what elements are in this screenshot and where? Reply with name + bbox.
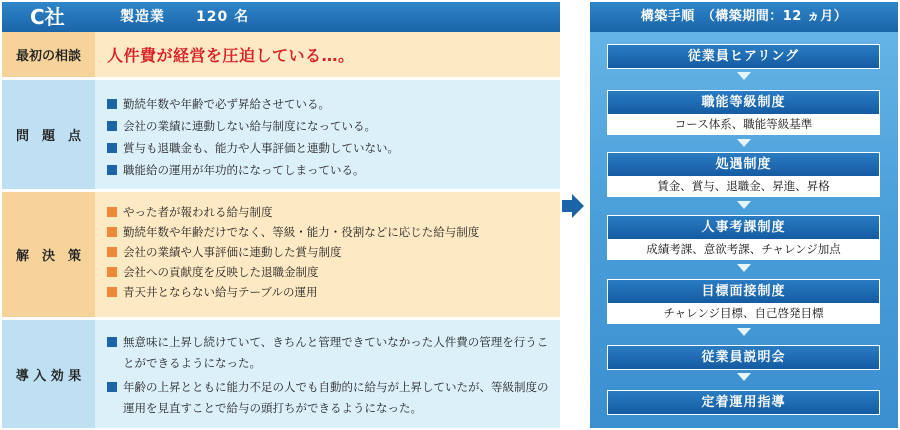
down-arrow-icon [734, 72, 754, 80]
list-item: 会社の業績や人事評価に連動した賞与制度 [107, 244, 552, 260]
solutions-row [2, 192, 560, 317]
down-arrow-icon [734, 328, 754, 336]
square-bullet-icon [107, 247, 117, 257]
step-detail: 賃金、賞与、退職金、昇進、昇格 [607, 177, 880, 197]
procedure-panel [590, 2, 898, 428]
list-item: 青天井とならない給与テーブルの運用 [107, 284, 552, 300]
problems-row [2, 80, 560, 189]
first-consult-text: 人件費が経営を圧迫している…。 [107, 46, 355, 65]
step-title: 従業員ヒアリング [607, 44, 880, 69]
effects-label: 導 入 効 果 [2, 320, 95, 428]
square-bullet-icon [107, 99, 117, 109]
company-name: C社 [30, 5, 65, 29]
step-title: 人事考課制度 [607, 215, 880, 240]
down-arrow-icon [734, 264, 754, 272]
step-detail: チャレンジ目標、自己啓発目標 [607, 304, 880, 324]
step-treatment-system [607, 152, 880, 197]
list-item: 勤続年数や年齢で必ず昇給させている。 [107, 96, 552, 112]
step-title: 職能等級制度 [607, 90, 880, 115]
square-bullet-icon [107, 337, 117, 347]
first-consult-row [2, 32, 560, 77]
step-operation-guidance [607, 390, 880, 415]
effects-list [107, 332, 552, 422]
down-arrow-icon [734, 201, 754, 209]
problems-label: 問 題 点 [2, 80, 95, 189]
square-bullet-icon [107, 165, 117, 175]
list-item: やった者が報われる給与制度 [107, 204, 552, 220]
list-item: 勤続年数や年齢だけでなく、等級・能力・役割などに応じた給与制度 [107, 224, 552, 240]
industry: 製造業 [120, 9, 165, 25]
square-bullet-icon [107, 287, 117, 297]
step-detail: コース体系、職能等級基準 [607, 115, 880, 135]
step-employee-hearing [607, 44, 880, 69]
step-title: 目標面接制度 [607, 279, 880, 304]
list-item: 無意味に上昇し続けていて、きちんと管理できていなかった人件費の管理を行うことができるようになった。 [107, 332, 552, 374]
step-title: 処遇制度 [607, 152, 880, 177]
solutions-list [107, 204, 552, 304]
solutions-label: 解 決 策 [2, 192, 95, 317]
list-item: 会社への貢献度を反映した退職金制度 [107, 264, 552, 280]
problems-list [107, 96, 552, 184]
effects-row [2, 320, 560, 428]
down-arrow-icon [734, 139, 754, 147]
step-title: 従業員説明会 [607, 345, 880, 370]
case-card [2, 2, 560, 428]
list-item: 年齢の上昇とともに能力不足の人でも自動的に給与が上昇していたが、等級制度の運用を見直すことで給与の頭打ちができるようになった。 [107, 377, 552, 419]
square-bullet-icon [107, 227, 117, 237]
square-bullet-icon [107, 382, 117, 392]
square-bullet-icon [107, 121, 117, 131]
list-item: 職能給の運用が年功的になってしまっている。 [107, 162, 552, 178]
step-grade-system [607, 90, 880, 135]
step-employee-briefing [607, 345, 880, 370]
first-consult-label: 最初の相談 [2, 32, 95, 77]
right-arrow-icon [562, 194, 584, 218]
list-item: 会社の業績に連動しない給与制度になっている。 [107, 118, 552, 134]
employee-count: 120 名 [196, 9, 250, 25]
square-bullet-icon [107, 143, 117, 153]
step-detail: 成績考課、意欲考課、チャレンジ加点 [607, 240, 880, 260]
case-header [2, 2, 560, 32]
list-item: 賞与も退職金も、能力や人事評価と連動していない。 [107, 140, 552, 156]
procedure-title: 構築手順 （構築期間：12 ヵ月） [590, 2, 898, 32]
step-goal-interview-system [607, 279, 880, 324]
down-arrow-icon [734, 373, 754, 381]
step-title: 定着運用指導 [607, 390, 880, 415]
square-bullet-icon [107, 207, 117, 217]
step-evaluation-system [607, 215, 880, 260]
square-bullet-icon [107, 267, 117, 277]
